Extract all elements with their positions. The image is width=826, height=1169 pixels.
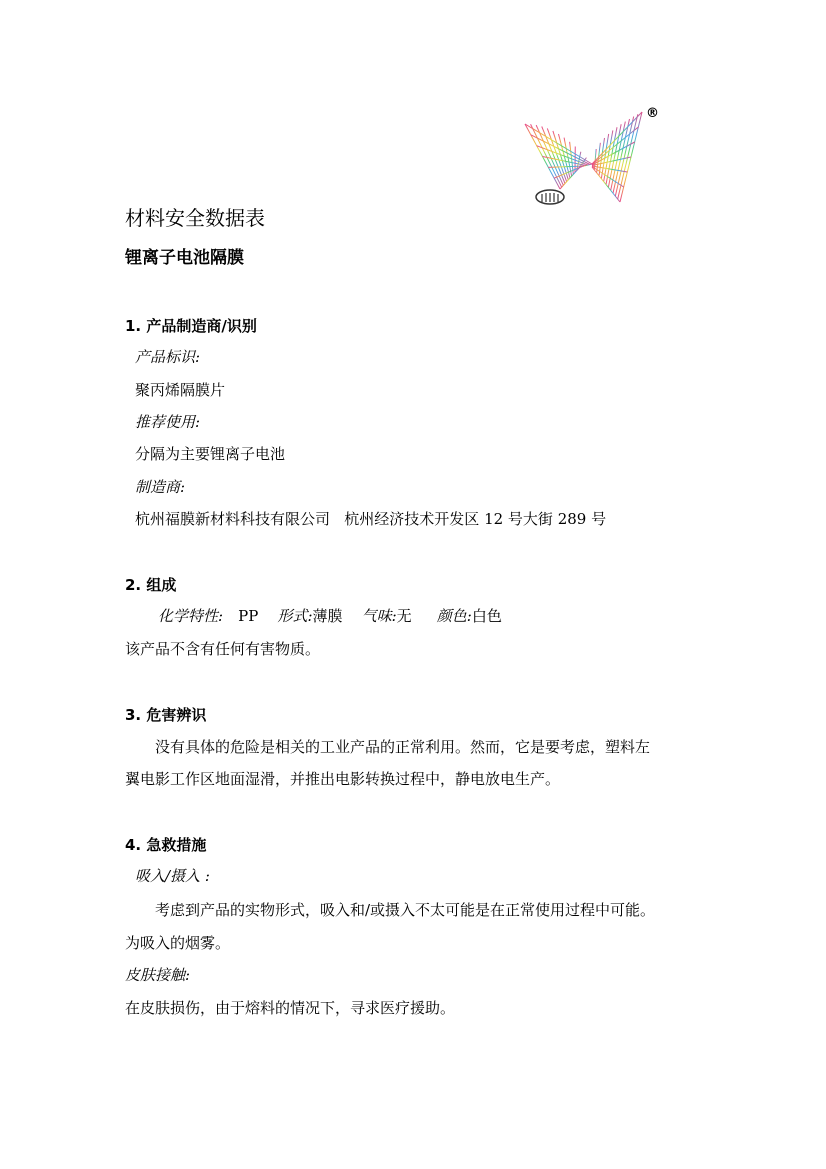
hazard-line-2: 翼电影工作区地面湿滑，并推出电影转换过程中，静电放电生产。 — [125, 770, 561, 788]
manufacturer-value: 杭州福膜新材料科技有限公司 杭州经济技术开发区 12 号大街 289 号 — [135, 510, 607, 528]
odor-value: 无 — [396, 607, 412, 625]
color-label: 颜色: — [436, 607, 472, 625]
chem-value: PP — [238, 607, 259, 625]
registered-mark: ® — [646, 106, 659, 121]
document-subtitle: 锂离子电池隔膜 — [125, 248, 244, 268]
section1-heading: 1. 产品制造商/识别 — [125, 317, 257, 335]
color-value: 白色 — [471, 607, 502, 625]
recommended-use-value: 分隔为主要锂离子电池 — [135, 445, 286, 463]
section2-heading: 2. 组成 — [125, 576, 177, 594]
skin-contact-value: 在皮肤损伤，由于熔料的情况下，寻求医疗援助。 — [125, 999, 456, 1017]
product-id-label: 产品标识: — [135, 348, 201, 366]
composition-line — [158, 605, 502, 626]
chem-label: 化学特性: — [158, 607, 224, 625]
inhale-label: 吸入/摄入 : — [135, 867, 210, 885]
form-value: 薄膜 — [312, 607, 343, 625]
manufacturer-label: 制造商: — [135, 478, 186, 496]
company-logo — [520, 104, 665, 210]
document-title: 材料安全数据表 — [125, 206, 265, 230]
composition-note: 该产品不含有任何有害物质。 — [125, 640, 321, 658]
skin-contact-label: 皮肤接触: — [125, 966, 191, 984]
section3-heading: 3. 危害辨识 — [125, 706, 207, 724]
recommended-use-label: 推荐使用: — [135, 413, 201, 431]
section4-heading: 4. 急救措施 — [125, 836, 207, 854]
form-label: 形式: — [277, 607, 313, 625]
product-id-value: 聚丙烯隔膜片 — [135, 381, 226, 399]
inhale-line-1: 考虑到产品的实物形式，吸入和/或摄入不太可能是在正常使用过程中可能。 — [155, 901, 656, 919]
inhale-line-2: 为吸入的烟雾。 — [125, 934, 231, 952]
odor-label: 气味: — [361, 607, 397, 625]
hazard-line-1: 没有具体的危险是相关的工业产品的正常利用。然而，它是要考虑，塑料左 — [155, 738, 651, 756]
